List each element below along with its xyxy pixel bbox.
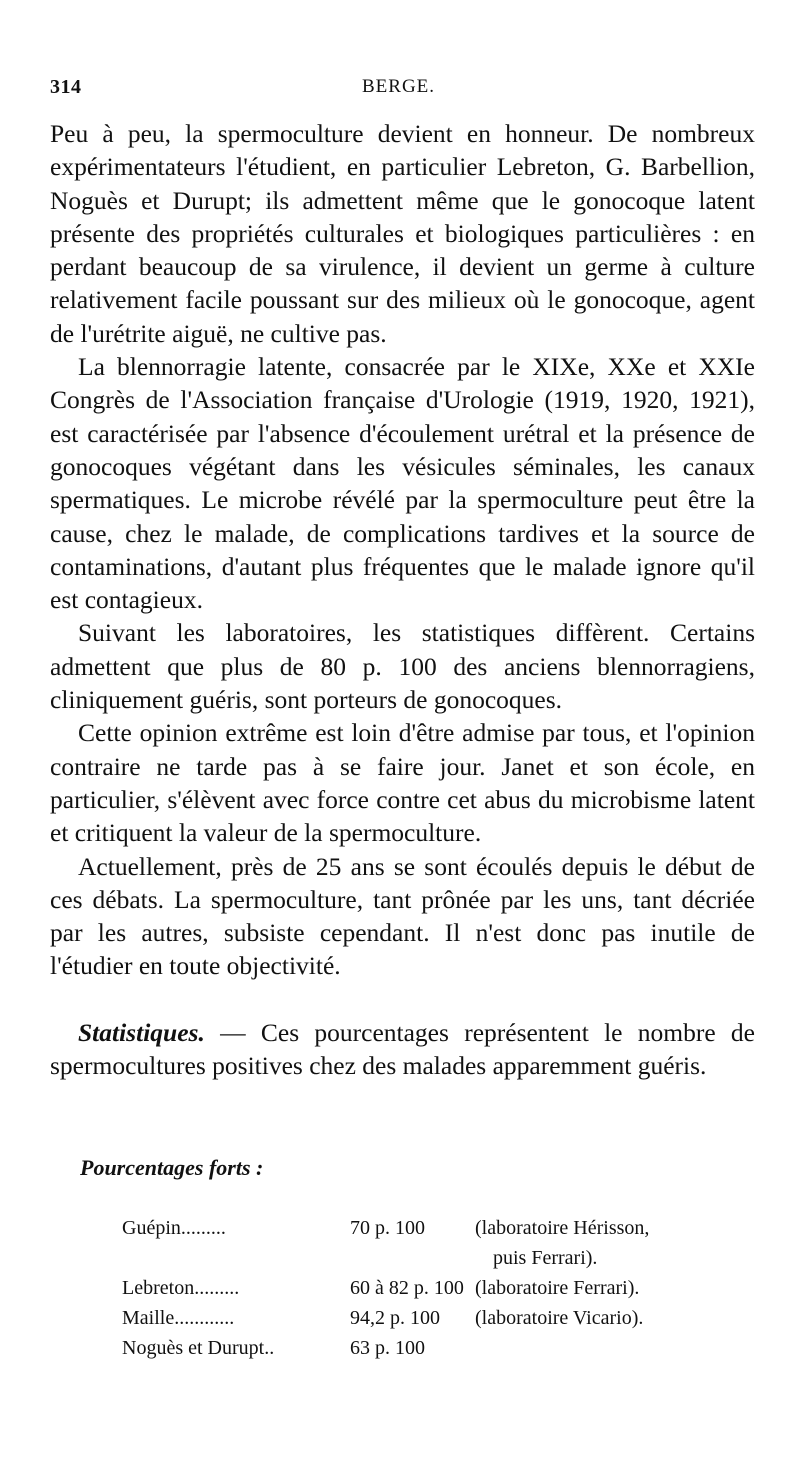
percentage-value: 94,2 p. 100: [350, 1307, 440, 1329]
laboratory: (laboratoire Vicario).: [475, 1307, 644, 1329]
statistics-table: [122, 1213, 733, 1363]
paragraph-4: Cette opinion extrême est loin d'être admise par tous, et l'opinion contraire ne tarde pas à se faire jour. Janet et son école, en particulier, s'élèvent avec force contre cet abus du microbisme latent et critiquent la valeur de la spermoculture.: [50, 718, 755, 848]
table-row: [122, 1303, 733, 1333]
percentage-value: 70 p. 100: [350, 1217, 425, 1239]
table-row: [122, 1273, 733, 1303]
table-row: [122, 1243, 733, 1273]
section-heading: Statistiques.: [78, 1017, 205, 1047]
table-row: [122, 1333, 733, 1363]
paragraph-1: Peu à peu, la spermoculture devient en honneur. De nombreux expérimentateurs l'étudient, en particulier Lebreton, G. Barbellion, Noguès et Durupt; ils admettent même que le gonocoque latent présente des propriétés culturales et biologiques particulières : en perdant beaucoup de sa virulence, il devient un germe à culture relativement facile poussant sur des milieux où le gonocoque, agent de l'urétrite aiguë, ne cultive pas.: [50, 119, 755, 348]
subheading: Pourcentages forts :: [80, 1155, 264, 1180]
statistics-paragraph: [50, 1016, 755, 1083]
page-header: [50, 76, 755, 106]
body-text: [50, 117, 755, 1082]
laboratory: puis Ferrari).: [493, 1247, 598, 1269]
laboratory: (laboratoire Hérisson,: [475, 1217, 650, 1239]
author-name: Guépin.........: [122, 1217, 226, 1239]
section-text: — Ces pourcentages représentent le nombre de spermocultures positives chez des malades apparemment guéris.: [50, 1017, 755, 1081]
author-name: Maille............: [122, 1307, 235, 1329]
author-name: Lebreton.........: [122, 1277, 240, 1299]
table-row: [122, 1213, 733, 1243]
laboratory: [475, 1333, 733, 1363]
percentage-value: [340, 1243, 475, 1273]
page-number: 314: [50, 76, 82, 98]
paragraph-5: Actuellement, près de 25 ans se sont écoulés depuis le début de ces débats. La spermoculture, tant prônée par les uns, tant décriée par les autres, subsiste cependant. Il n'est donc pas inutile de l'étudier en toute objectivité.: [50, 851, 755, 981]
percentage-value: 63 p. 100: [350, 1337, 425, 1359]
author-name: Noguès et Durupt..: [122, 1337, 275, 1359]
percentage-value: 60 à 82 p. 100: [350, 1277, 464, 1299]
paragraph-2: La blennorragie latente, consacrée par le XIXe, XXe et XXIe Congrès de l'Association française d'Urologie (1919, 1920, 1921), est caractérisée par l'absence d'écoulement urétral et la présence de gonocoques végétant dans les vésicules séminales, les canaux spermatiques. Le microbe révélé par la spermoculture peut être la cause, chez le malade, de complications tardives et la source de contaminations, d'autant plus fréquentes que le malade ignore qu'il est contagieux.: [50, 352, 755, 615]
paragraph-3: Suivant les laboratoires, les statistiques diffèrent. Certains admettent que plus de 80 p. 100 des anciens blennorragiens, cliniquement guéris, sont porteurs de gonocoques.: [50, 618, 755, 715]
laboratory: (laboratoire Ferrari).: [475, 1277, 640, 1299]
author-name: [122, 1243, 340, 1273]
running-head: BERGE.: [362, 76, 436, 97]
